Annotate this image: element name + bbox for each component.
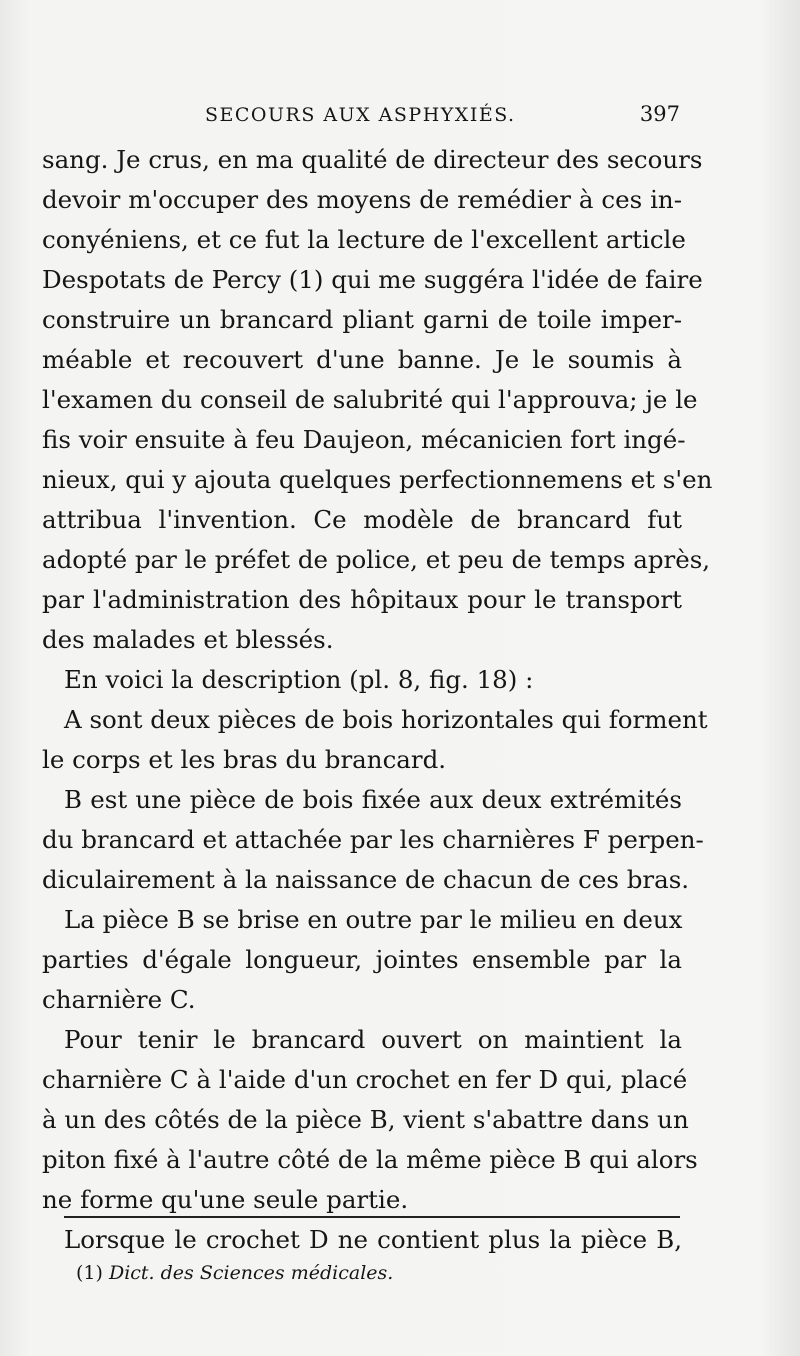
page-number: 397 [639,102,680,126]
text-line: adopté par le préfet de police, et peu de temps après, [42,545,711,574]
text-line: Lorsque le crochet D ne contient plus la pièce B, [64,1225,682,1254]
text-line: construire un brancard pliant garni de toile imper- [42,305,682,334]
footnote-marker: (1) [76,1262,103,1284]
footnote-text: Dict. des Sciences médicales. [108,1262,394,1284]
text-line: ne forme qu'une seule partie. [42,1185,409,1214]
text-line: Despotats de Percy (1) qui me suggéra l'idée de faire [42,265,703,294]
text-line: nieux, qui y ajouta quelques perfectionnemens et s'en [42,465,713,494]
text-line: conyéniens, et ce fut la lecture de l'excellent article [42,225,686,254]
text-line: sang. Je crus, en ma qualité de directeur des secours [42,145,703,174]
text-line: diculairement à la naissance de chacun de ces bras. [42,865,690,894]
text-line: En voici la description (pl. 8, fig. 18) : [64,665,534,694]
text-line: à un des côtés de la pièce B, vient s'abattre dans un [42,1105,689,1134]
text-line: fis voir ensuite à feu Daujeon, mécanicien fort ingé- [42,425,686,454]
text-line: l'examen du conseil de salubrité qui l'approuva; je le [42,385,698,414]
body-text [42,140,713,1260]
page-header [40,100,680,130]
text-line: B est une pièce de bois fixée aux deux extrémités [64,785,682,814]
text-line: le corps et les bras du brancard. [42,745,447,774]
text-line: par l'administration des hôpitaux pour le transport [42,585,682,614]
footnote [76,1262,393,1284]
text-line: Pour tenir le brancard ouvert on maintient la [64,1025,682,1054]
footnote-rule [64,1216,680,1218]
text-line: devoir m'occuper des moyens de remédier à ces in- [42,185,682,214]
running-head: SECOURS AUX ASPHYXIÉS. [205,104,516,126]
text-line: piton fixé à l'autre côté de la même pièce B qui alors [42,1145,698,1174]
text-line: parties d'égale longueur, jointes ensemble par la [42,945,682,974]
text-line: méable et recouvert d'une banne. Je le soumis à [42,345,682,374]
text-line: La pièce B se brise en outre par le milieu en deux [64,905,683,934]
text-line: charnière C à l'aide d'un crochet en fer D qui, placé [42,1065,688,1094]
text-line: attribua l'invention. Ce modèle de brancard fut [42,505,682,534]
text-line: A sont deux pièces de bois horizontales qui forment [64,705,708,734]
text-line: du brancard et attachée par les charnières F perpen- [42,825,704,854]
text-line: des malades et blessés. [42,625,334,654]
text-line: charnière C. [42,985,196,1014]
